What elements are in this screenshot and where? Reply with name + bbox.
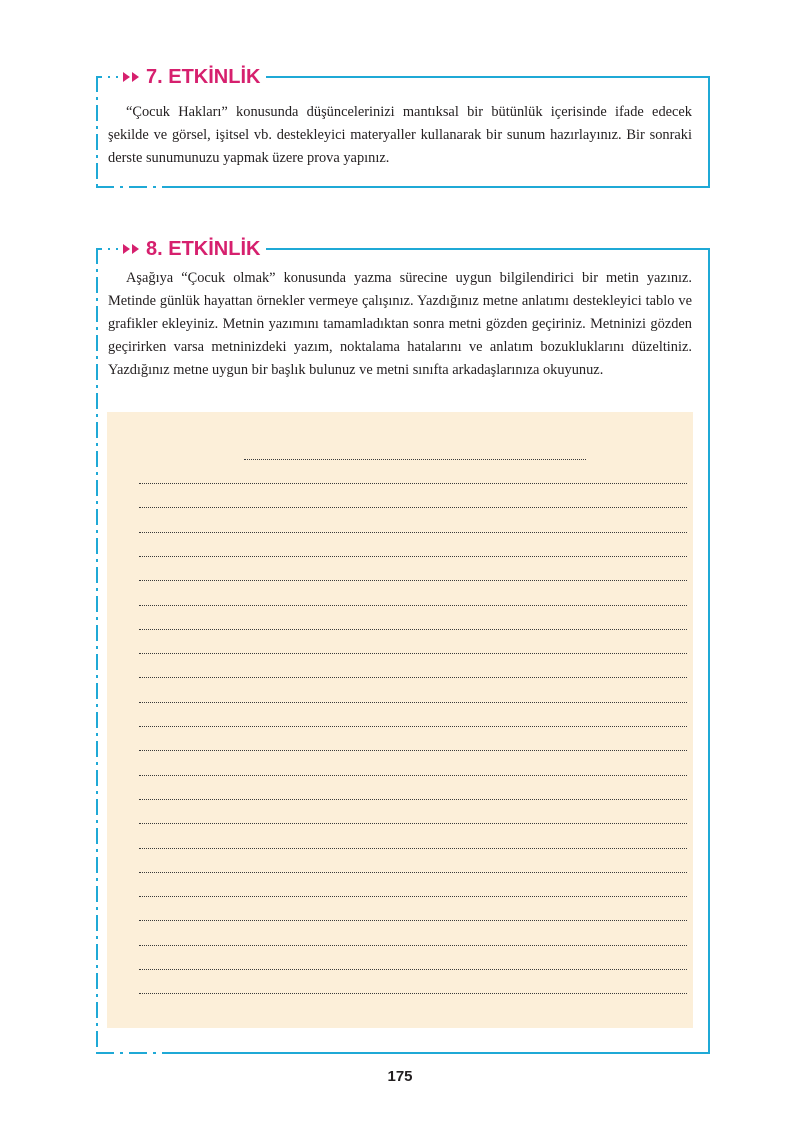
writing-line[interactable] xyxy=(139,969,687,970)
writing-line[interactable] xyxy=(139,993,687,994)
writing-line[interactable] xyxy=(139,702,687,703)
writing-line[interactable] xyxy=(139,532,687,533)
activity-8-text: Aşağıya “Çocuk olmak” konusunda yazma sürecine uygun bilgilendirici bir metin yazınız. Metinde günlük hayattan örnekler vermeye çalışınız. Yazdığınız metne anlatımı destekleyici tablo ve grafikler ekleyiniz. Metnin yazımını tamamladıktan sonra metni gözden geçiriniz. Metninizi gözden geçirirken varsa metninizdeki yazım, noktalama hatalarını ve anlatım bozukluklarını düzeltiniz. Yazdığınız metne uygun bir başlık bulunuz ve metni sınıfta arkadaşlarınıza okuyunuz. xyxy=(108,270,692,378)
page-number: 175 xyxy=(387,1068,413,1085)
frame-top xyxy=(266,76,710,78)
double-arrow-icon xyxy=(122,243,142,255)
writing-line[interactable] xyxy=(139,507,687,508)
frame-right xyxy=(708,76,710,188)
frame-left-dashed xyxy=(96,76,98,188)
frame-right xyxy=(708,248,710,1054)
activity-7-title: 7. ETKİNLİK xyxy=(146,65,261,88)
writing-line[interactable] xyxy=(139,750,687,751)
activity-7-text: “Çocuk Hakları” konusunda düşüncelerinizi mantıksal bir bütünlük içerisinde ifade edecek şekilde ve görsel, işitsel vb. destekleyici materyaller kullanarak bir sunum hazırlayınız. Bir sonraki derste sunumunuzu yapmak üzere prova yapınız. xyxy=(108,104,692,166)
writing-line[interactable] xyxy=(139,872,687,873)
writing-line[interactable] xyxy=(139,920,687,921)
writing-line[interactable] xyxy=(139,629,687,630)
frame-bottom xyxy=(166,186,710,188)
writing-area[interactable] xyxy=(107,412,693,1028)
writing-line[interactable] xyxy=(139,556,687,557)
frame-bottom-dashed xyxy=(96,1052,166,1054)
frame-bottom-dashed xyxy=(96,186,166,188)
writing-line[interactable] xyxy=(139,896,687,897)
writing-line[interactable] xyxy=(139,848,687,849)
frame-top xyxy=(266,248,710,250)
frame-bottom xyxy=(166,1052,710,1054)
title-line[interactable] xyxy=(244,459,586,460)
writing-line[interactable] xyxy=(139,823,687,824)
writing-line[interactable] xyxy=(139,580,687,581)
writing-line[interactable] xyxy=(139,483,687,484)
activity-8-title: 8. ETKİNLİK xyxy=(146,237,261,260)
writing-line[interactable] xyxy=(139,605,687,606)
writing-line[interactable] xyxy=(139,726,687,727)
writing-line[interactable] xyxy=(139,799,687,800)
double-arrow-icon xyxy=(122,71,142,83)
writing-line[interactable] xyxy=(139,945,687,946)
frame-left-dashed xyxy=(96,248,98,1054)
activity-7-heading xyxy=(118,64,266,90)
writing-line[interactable] xyxy=(139,653,687,654)
writing-line[interactable] xyxy=(139,677,687,678)
writing-line[interactable] xyxy=(139,775,687,776)
activity-8-heading xyxy=(118,236,266,262)
